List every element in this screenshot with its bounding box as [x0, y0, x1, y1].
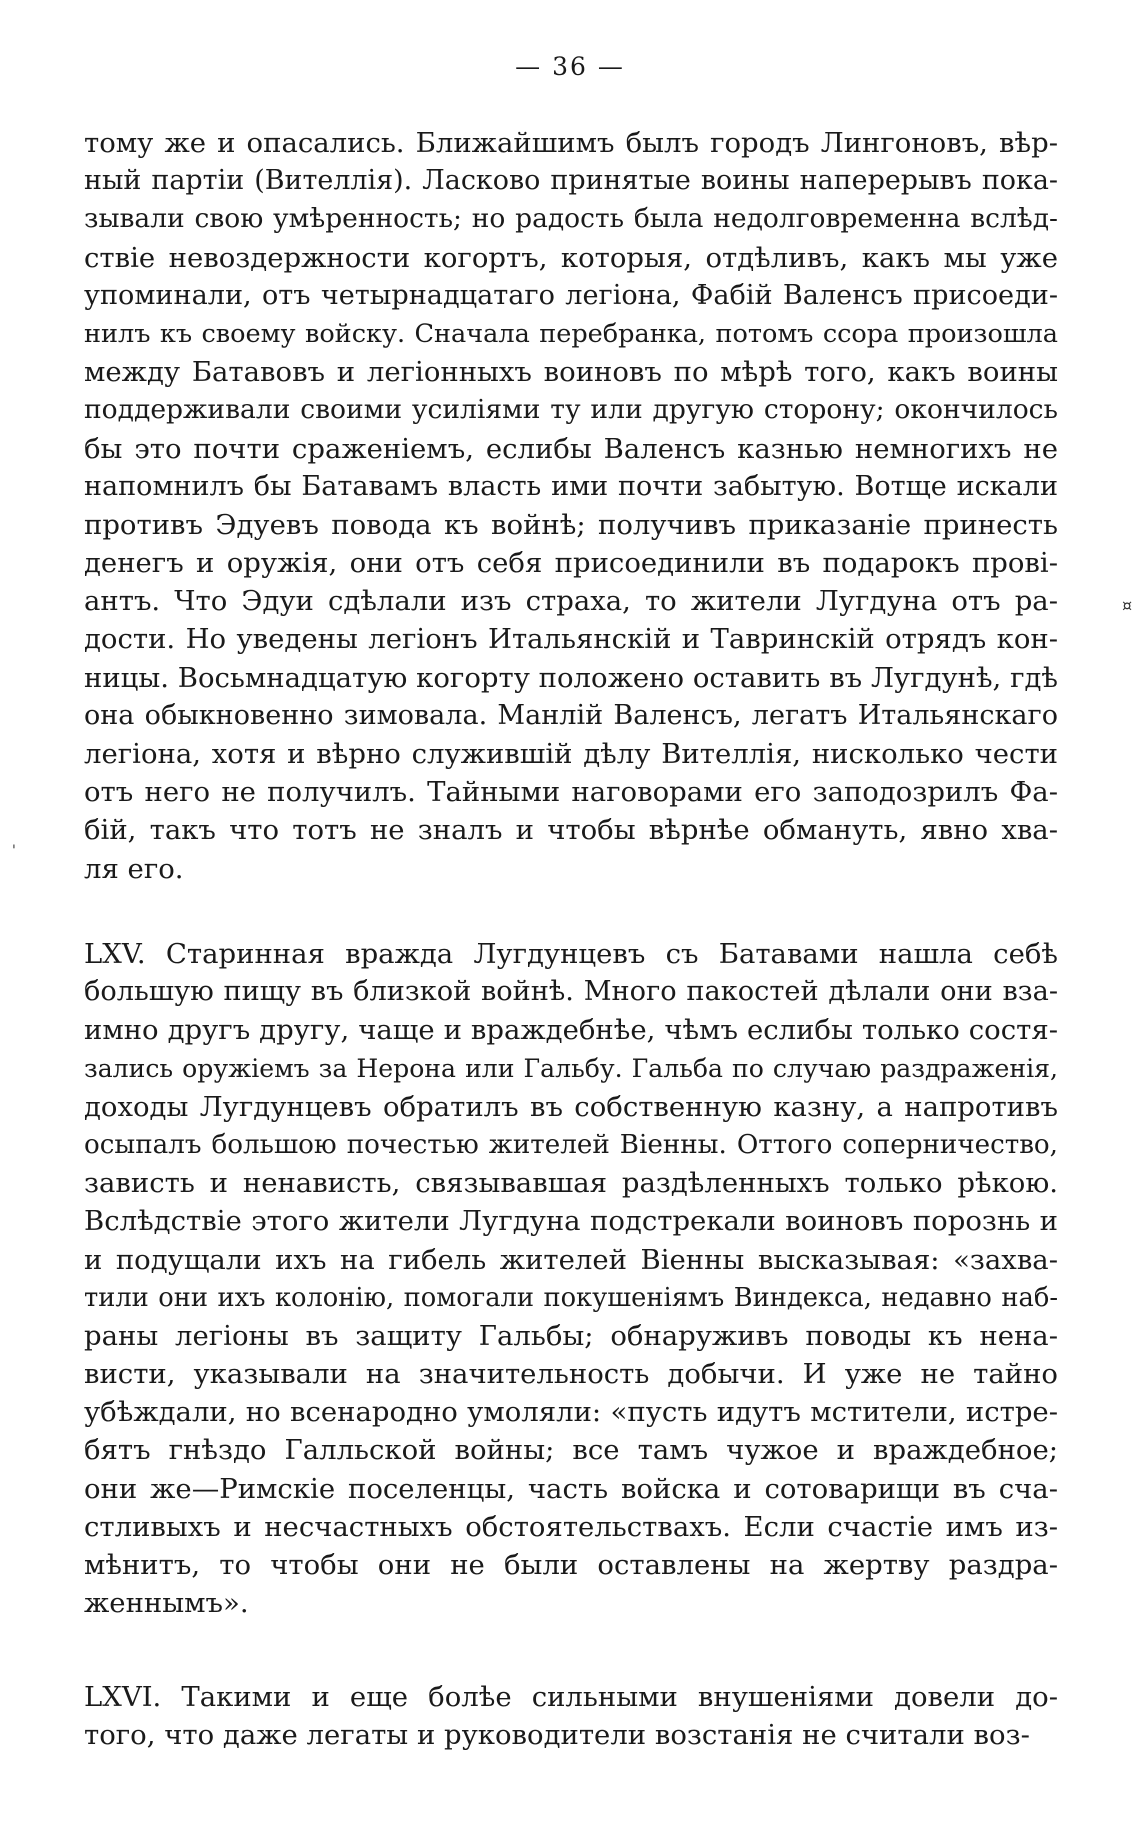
text-line: противъ Эдуевъ повода къ войнѣ; получивъ приказаніе принесть: [84, 508, 1058, 541]
text-line: поддерживали своими усиліями ту или другую сторону; окончилось: [84, 394, 1058, 426]
paragraph-lxvi: [84, 1678, 1058, 1754]
text-line: ницы. Восьмнадцатую когорту положено оставить въ Лугдунѣ, гдѣ: [84, 661, 1058, 694]
margin-mark-right: ¤: [1122, 596, 1133, 615]
text-line: осыпалъ большою почестью жителей Віенны. Оттого соперничество,: [84, 1129, 1058, 1160]
text-line: между Батавовъ и легіонныхъ воиновъ по мѣрѣ того, какъ воины: [84, 356, 1058, 389]
text-line: мѣнитъ, то чтобы они не были оставлены на жертву раздра-: [84, 1549, 1058, 1581]
text-line: легіона, хотя и вѣрно служившій дѣлу Вителлія, нисколько чести: [84, 738, 1058, 770]
text-line: тому же и опасались. Ближайшимъ былъ городъ Лингоновъ, вѣр-: [84, 127, 1058, 159]
text-line: зывали свою умѣренность; но радость была недолговременна вслѣд-: [84, 203, 1058, 235]
text-line: напомнилъ бы Батавамъ власть ими почти забытую. Вотще искали: [84, 470, 1058, 502]
text-line: Вслѣдствіе этого жители Лугдуна подстрекали воиновъ порознь и: [84, 1205, 1058, 1238]
text-line: бій, такъ что тотъ не зналъ и чтобы вѣрнѣе обмануть, явно хва-: [84, 814, 1058, 847]
text-line: денегъ и оружія, они отъ себя присоединили въ подарокъ прові-: [84, 547, 1058, 580]
text-line: зались оружіемъ за Нерона или Гальбу. Гальба по случаю раздраженія,: [84, 1053, 1058, 1083]
text-line: ля его.: [84, 852, 184, 885]
text-line: большую пищу въ близкой войнѣ. Много пакостей дѣлали они вза-: [84, 976, 1058, 1008]
text-line: того, что даже легаты и руководители возстанія не считали воз-: [84, 1719, 1030, 1752]
text-line: нилъ къ своему войску. Сначала перебранка, потомъ ссора произошла: [84, 318, 1058, 349]
page-number: — 36 —: [515, 52, 625, 81]
text-line: женнымъ».: [84, 1587, 249, 1620]
text-line: LXVI. Такими и еще болѣе сильными внушеніями довели до-: [84, 1681, 1058, 1713]
text-line: тили они ихъ колонію, помогали покушеніямъ Виндекса, недавно наб-: [84, 1282, 1058, 1313]
text-line: и подущали ихъ на гибель жителей Віенны высказывая: «захва-: [84, 1243, 1058, 1276]
text-line: доходы Лугдунцевъ обратилъ въ собственную казну, а напротивъ: [84, 1090, 1058, 1123]
text-line: зависть и ненависть, связывавшая раздѣленныхъ только рѣкою.: [84, 1167, 1058, 1200]
text-line: стливыхъ и несчастныхъ обстоятельствахъ. Если счастіе имъ из-: [84, 1510, 1058, 1543]
text-line: антъ. Что Эдуи сдѣлали изъ страха, то жители Лугдуна отъ ра-: [84, 585, 1058, 618]
text-line: ствіе невоздержности когортъ, которыя, отдѣливъ, какъ мы уже: [84, 241, 1058, 274]
text-line: имно другъ другу, чаще и враждебнѣе, чѣмъ еслибы только состя-: [84, 1014, 1058, 1047]
text-line: LXV. Старинная вражда Лугдунцевъ съ Батавами нашла себѣ: [84, 938, 1058, 970]
text-line: бы это почти сраженіемъ, еслибы Валенсъ казнью немногихъ не: [84, 432, 1058, 465]
paragraph-lxv: [84, 935, 1058, 1622]
text-line: висти, указывали на значительность добычи. И уже не тайно: [84, 1358, 1058, 1391]
text-line: бятъ гнѣздо Галльской войны; все тамъ чужое и враждебное;: [84, 1434, 1058, 1467]
text-line: отъ него не получилъ. Тайными наговорами его заподозрилъ Фа-: [84, 776, 1058, 809]
text-line: упоминали, отъ четырнадцатаго легіона, Фабій Валенсъ присоеди-: [84, 279, 1058, 311]
paragraph-continued: [84, 124, 1058, 888]
text-line: раны легіоны въ защиту Гальбы; обнаруживъ поводы къ нена-: [84, 1319, 1058, 1352]
text-line: они же—Римскіе поселенцы, часть войска и сотоварищи въ сча-: [84, 1472, 1058, 1505]
text-line: ный партіи (Вителлія). Ласково принятые воины наперерывъ пока-: [84, 165, 1058, 197]
text-line: она обыкновенно зимовала. Манлій Валенсъ, легатъ Итальянскаго: [84, 699, 1058, 731]
text-line: убѣждали, но всенародно умоляли: «пусть идутъ мстители, истре-: [84, 1396, 1058, 1429]
margin-mark-left: ': [12, 843, 16, 859]
text-line: дости. Но уведены легіонъ Итальянскій и Тавринскій отрядъ кон-: [84, 623, 1058, 656]
